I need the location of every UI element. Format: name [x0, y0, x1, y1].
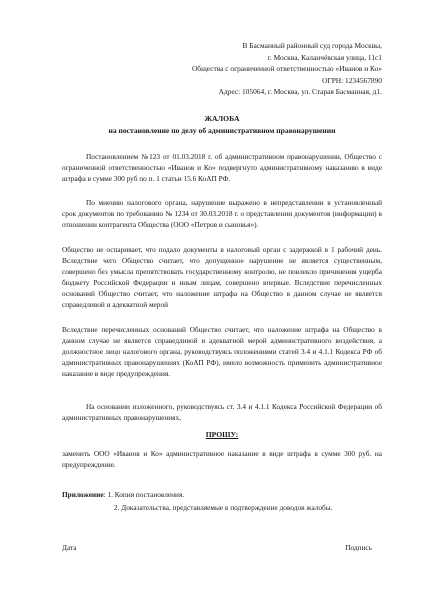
- document-title: [62, 113, 382, 137]
- paragraph-conclusion: [62, 325, 382, 380]
- ogrn-line: ОГРН: 1234567890: [322, 75, 382, 85]
- date-label: Дата: [62, 543, 77, 552]
- paragraph-text: По мнению налогового органа, нарушение выражено в непредставлении в установленный срок документов по требованию № 1234 от 30.03.2018 г. о представлении документов (информации) в отношении контрагента Общества (ООО «Петров и сыновья»).: [62, 198, 382, 229]
- annex-block: [62, 489, 392, 514]
- annex-item-2: 2. Доказательства, представляемые в подтверждение доводов жалобы.: [114, 502, 333, 512]
- signature-row: [62, 543, 372, 552]
- annex-item-1: : 1. Копия постановления.: [103, 490, 185, 499]
- company-line: Общества с ограниченной ответственностью «Иванов и Ко»: [191, 64, 382, 74]
- paragraph-text: Постановлением №123 от 01.03.2018 г. об административном правонарушении, Общество с ограниченной ответственностью «Иванов и Ко» подвергнуто административному наказанию в виде штрафа в сумме 300 руб по п. 1 статьи 15.6 КоАП РФ.: [62, 152, 382, 183]
- title-main: ЖАЛОБА: [204, 114, 240, 123]
- paragraph-basis: [62, 402, 382, 424]
- court-address-line: г. Москва, Каланчёвская улица, 11с1: [267, 52, 382, 62]
- request-heading: ПРОШУ:: [205, 430, 239, 439]
- signature-label: Подпись: [345, 543, 372, 552]
- addressee-block: [160, 40, 382, 98]
- paragraph-text: Общество не оспаривает, что подало документы в налоговый орган с задержкой в 1 рабочий день. Вследствие чего Общество считает, что допущенное нарушение не является существенным, совершено без умысла препятствовать государственному контролю, не повлекло причинения ущерба бюджету Российской Федерации и иным лицам, совершено впервые. Вследствие перечисленных оснований Общество считает, что наложение штрафа на Общество в данном случае не является справедливой и адекватной мерой: [62, 245, 382, 309]
- company-address-line: Адрес: 105064, г. Москва, ул. Старая Басманная, д1.: [218, 87, 382, 97]
- paragraph-text: заменить ООО «Иванов и Ко» административное наказание в виде штрафа в сумме 300 руб. на предупреждение.: [62, 449, 382, 469]
- paragraph-tax-opinion: [62, 198, 382, 231]
- paragraph-arguments: [62, 245, 382, 310]
- court-line: В Басманный районный суд города Москвы,: [242, 41, 382, 50]
- title-sub: на постановление по делу об административном правонарушении: [108, 126, 336, 135]
- paragraph-resolution: [62, 152, 382, 185]
- paragraph-text: Вследствие перечисленных оснований Общество считает, что наложение штрафа на Общество в данном случае не является справедливой и адекватной мерой административного воздействия, а должностное лицо налогового органа, руководствуясь положениями статей 3.4 и 4.1.1 Кодекса РФ об административных правонарушениях (КоАП РФ), имело возможность применить административное наказание в виде предупреждения.: [62, 325, 382, 378]
- paragraph-request: [62, 449, 382, 471]
- paragraph-text: На основании изложенного, руководствуясь ст. 3.4 и 4.1.1 Кодекса Российской Федерации об административных правонарушениях,: [62, 402, 382, 422]
- annex-label: Приложение: [62, 490, 104, 499]
